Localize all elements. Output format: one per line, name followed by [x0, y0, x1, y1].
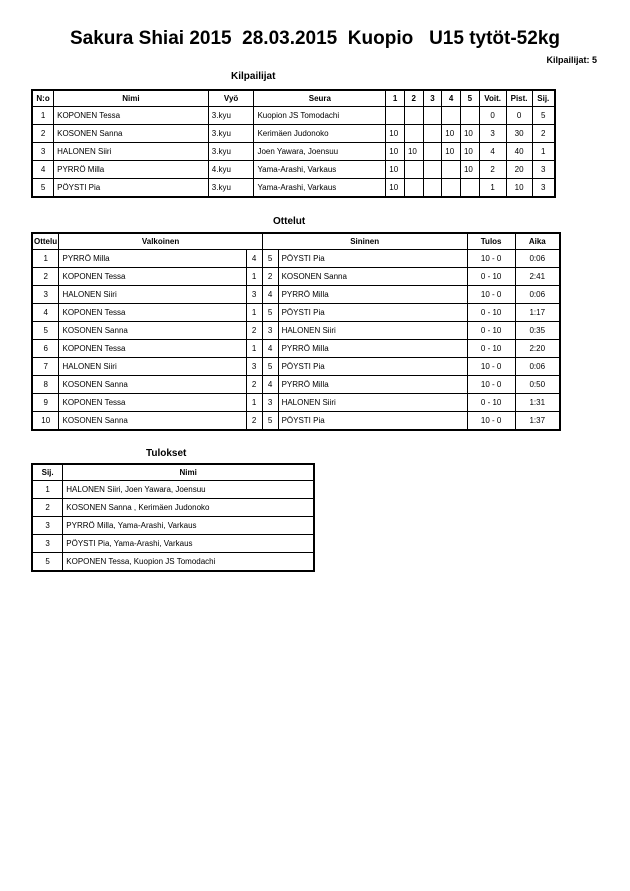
round-4-score	[442, 107, 461, 125]
white-number: 2	[246, 322, 262, 340]
match-result: 0 - 10	[467, 340, 515, 358]
competitor-club: Yama-Arashi, Varkaus	[254, 161, 386, 179]
table-row	[32, 358, 560, 376]
white-name: KOPONEN Tessa	[59, 340, 246, 358]
white-name: PYRRÖ Milla	[59, 250, 246, 268]
competitor-wins: 0	[479, 107, 506, 125]
round-3-score	[423, 143, 442, 161]
blue-name: KOSONEN Sanna	[278, 268, 467, 286]
competitor-club: Kuopion JS Tomodachi	[254, 107, 386, 125]
competitor-belt: 3.kyu	[208, 179, 254, 198]
table-row	[32, 535, 314, 553]
white-number: 3	[246, 286, 262, 304]
round-2-score	[404, 107, 423, 125]
competitor-club: Yama-Arashi, Varkaus	[254, 179, 386, 198]
blue-name: PÖYSTI Pia	[278, 412, 467, 431]
blue-name: PYRRÖ Milla	[278, 286, 467, 304]
table-row	[32, 394, 560, 412]
result-name: KOPONEN Tessa, Kuopion JS Tomodachi	[63, 553, 314, 572]
table-row	[32, 553, 314, 572]
round-1-score: 10	[386, 161, 405, 179]
result-name: HALONEN Siiri, Joen Yawara, Joensuu	[63, 481, 314, 499]
result-name: PÖYSTI Pia, Yama-Arashi, Varkaus	[63, 535, 314, 553]
competitor-count-value: 5	[591, 55, 597, 65]
competitor-no: 3	[32, 143, 54, 161]
white-number: 2	[246, 412, 262, 431]
white-name: KOSONEN Sanna	[59, 412, 246, 431]
match-result: 10 - 0	[467, 412, 515, 431]
match-result: 0 - 10	[467, 268, 515, 286]
result-header: Tulos	[467, 233, 515, 250]
match-time: 1:31	[515, 394, 560, 412]
white-name: KOPONEN Tessa	[59, 268, 246, 286]
match-result: 0 - 10	[467, 322, 515, 340]
table-row	[32, 286, 560, 304]
blue-name: PYRRÖ Milla	[278, 376, 467, 394]
round-5-score: 10	[460, 143, 479, 161]
round-2-header: 2	[404, 90, 423, 107]
round-3-header: 3	[423, 90, 442, 107]
match-no: 5	[32, 322, 59, 340]
blue-number: 5	[262, 412, 278, 431]
competitor-club: Kerimäen Judonoko	[254, 125, 386, 143]
result-place: 3	[32, 517, 63, 535]
match-time: 0:06	[515, 358, 560, 376]
competitor-place: 1	[532, 143, 555, 161]
table-row	[32, 376, 560, 394]
match-no: 9	[32, 394, 59, 412]
competitor-wins: 3	[479, 125, 506, 143]
table-row	[32, 412, 560, 431]
place-header: Sij.	[32, 464, 63, 481]
result-place: 2	[32, 499, 63, 517]
round-3-score	[423, 107, 442, 125]
blue-number: 3	[262, 322, 278, 340]
page-title: Sakura Shiai 2015 28.03.2015 Kuopio U15 tytöt-52kg	[70, 28, 560, 49]
blue-name: PÖYSTI Pia	[278, 358, 467, 376]
blue-name: HALONEN Siiri	[278, 322, 467, 340]
blue-header: Sininen	[262, 233, 467, 250]
round-3-score	[423, 161, 442, 179]
match-result: 10 - 0	[467, 250, 515, 268]
matches-header-row	[32, 233, 560, 250]
round-5-score: 10	[460, 161, 479, 179]
result-place: 3	[32, 535, 63, 553]
round-3-score	[423, 179, 442, 198]
competitor-wins: 2	[479, 161, 506, 179]
match-no: 2	[32, 268, 59, 286]
blue-number: 3	[262, 394, 278, 412]
competitor-place: 3	[532, 179, 555, 198]
table-row	[32, 340, 560, 358]
white-name: KOSONEN Sanna	[59, 322, 246, 340]
round-5-score	[460, 179, 479, 198]
competitor-place: 5	[532, 107, 555, 125]
white-name: HALONEN Siiri	[59, 286, 246, 304]
competitor-belt: 3.kyu	[208, 143, 254, 161]
round-4-score: 10	[442, 125, 461, 143]
place-header: Sij.	[532, 90, 555, 107]
blue-number: 4	[262, 286, 278, 304]
white-name: KOSONEN Sanna	[59, 376, 246, 394]
white-header: Valkoinen	[59, 233, 262, 250]
points-header: Pist.	[506, 90, 532, 107]
competitor-place: 2	[532, 125, 555, 143]
round-2-score	[404, 125, 423, 143]
match-time: 1:17	[515, 304, 560, 322]
match-result: 0 - 10	[467, 394, 515, 412]
match-no: 7	[32, 358, 59, 376]
match-time: 0:06	[515, 286, 560, 304]
competitor-count	[546, 55, 597, 65]
competitors-section-title: Kilpailijat	[231, 71, 276, 82]
round-2-score	[404, 179, 423, 198]
matches-section-title: Ottelut	[273, 216, 306, 227]
club-header: Seura	[254, 90, 386, 107]
result-name: PYRRÖ Milla, Yama-Arashi, Varkaus	[63, 517, 314, 535]
competitor-name: PYRRÖ Milla	[54, 161, 209, 179]
blue-name: PYRRÖ Milla	[278, 340, 467, 358]
competitor-no: 5	[32, 179, 54, 198]
white-number: 2	[246, 376, 262, 394]
round-5-score	[460, 107, 479, 125]
blue-name: PÖYSTI Pia	[278, 250, 467, 268]
match-no: 6	[32, 340, 59, 358]
table-row	[32, 179, 555, 198]
competitor-name: KOPONEN Tessa	[54, 107, 209, 125]
round-1-score: 10	[386, 179, 405, 198]
table-row	[32, 107, 555, 125]
match-no-header: Ottelu	[32, 233, 59, 250]
competitors-header-row	[32, 90, 555, 107]
round-5-score: 10	[460, 125, 479, 143]
round-4-header: 4	[442, 90, 461, 107]
table-row	[32, 161, 555, 179]
blue-number: 5	[262, 304, 278, 322]
no-header: N:o	[32, 90, 54, 107]
blue-number: 5	[262, 250, 278, 268]
time-header: Aika	[515, 233, 560, 250]
competitor-belt: 3.kyu	[208, 107, 254, 125]
round-2-score	[404, 161, 423, 179]
white-number: 1	[246, 268, 262, 286]
blue-number: 2	[262, 268, 278, 286]
white-name: KOPONEN Tessa	[59, 304, 246, 322]
match-time: 0:06	[515, 250, 560, 268]
white-number: 1	[246, 394, 262, 412]
results-table	[31, 463, 315, 572]
competitor-points: 0	[506, 107, 532, 125]
table-row	[32, 304, 560, 322]
matches-table	[31, 232, 561, 431]
competitor-points: 40	[506, 143, 532, 161]
competitors-table	[31, 89, 556, 198]
round-5-header: 5	[460, 90, 479, 107]
white-name: HALONEN Siiri	[59, 358, 246, 376]
results-section-title: Tulokset	[146, 448, 187, 459]
match-time: 1:37	[515, 412, 560, 431]
blue-number: 4	[262, 376, 278, 394]
match-result: 10 - 0	[467, 376, 515, 394]
round-3-score	[423, 125, 442, 143]
white-number: 4	[246, 250, 262, 268]
match-result: 0 - 10	[467, 304, 515, 322]
white-name: KOPONEN Tessa	[59, 394, 246, 412]
table-row	[32, 517, 314, 535]
competitor-no: 1	[32, 107, 54, 125]
wins-header: Voit.	[479, 90, 506, 107]
competitor-wins: 4	[479, 143, 506, 161]
competitor-no: 4	[32, 161, 54, 179]
competitor-points: 10	[506, 179, 532, 198]
round-1-score	[386, 107, 405, 125]
match-no: 10	[32, 412, 59, 431]
name-header: Nimi	[54, 90, 209, 107]
match-result: 10 - 0	[467, 286, 515, 304]
competitor-name: PÖYSTI Pia	[54, 179, 209, 198]
table-row	[32, 250, 560, 268]
match-result: 10 - 0	[467, 358, 515, 376]
match-no: 8	[32, 376, 59, 394]
competitor-belt: 4.kyu	[208, 161, 254, 179]
competitor-belt: 3.kyu	[208, 125, 254, 143]
name-header: Nimi	[63, 464, 314, 481]
competitor-place: 3	[532, 161, 555, 179]
round-4-score	[442, 179, 461, 198]
blue-name: PÖYSTI Pia	[278, 304, 467, 322]
competitor-no: 2	[32, 125, 54, 143]
round-1-score: 10	[386, 125, 405, 143]
table-row	[32, 499, 314, 517]
blue-name: HALONEN Siiri	[278, 394, 467, 412]
round-4-score: 10	[442, 143, 461, 161]
result-place: 1	[32, 481, 63, 499]
blue-number: 5	[262, 358, 278, 376]
table-row	[32, 268, 560, 286]
table-row	[32, 125, 555, 143]
blue-number: 4	[262, 340, 278, 358]
competitor-points: 20	[506, 161, 532, 179]
round-1-score: 10	[386, 143, 405, 161]
match-no: 1	[32, 250, 59, 268]
match-time: 0:35	[515, 322, 560, 340]
match-time: 2:20	[515, 340, 560, 358]
table-row	[32, 143, 555, 161]
match-time: 2:41	[515, 268, 560, 286]
competitor-wins: 1	[479, 179, 506, 198]
match-no: 4	[32, 304, 59, 322]
belt-header: Vyö	[208, 90, 254, 107]
white-number: 1	[246, 340, 262, 358]
table-row	[32, 322, 560, 340]
match-time: 0:50	[515, 376, 560, 394]
competitor-count-label: Kilpailijat:	[546, 55, 590, 65]
result-place: 5	[32, 553, 63, 572]
round-2-score: 10	[404, 143, 423, 161]
competitor-name: HALONEN Siiri	[54, 143, 209, 161]
round-1-header: 1	[386, 90, 405, 107]
round-4-score	[442, 161, 461, 179]
competitor-club: Joen Yawara, Joensuu	[254, 143, 386, 161]
competitor-name: KOSONEN Sanna	[54, 125, 209, 143]
white-number: 1	[246, 304, 262, 322]
white-number: 3	[246, 358, 262, 376]
result-name: KOSONEN Sanna , Kerimäen Judonoko	[63, 499, 314, 517]
match-no: 3	[32, 286, 59, 304]
table-row	[32, 481, 314, 499]
results-header-row	[32, 464, 314, 481]
competitor-points: 30	[506, 125, 532, 143]
